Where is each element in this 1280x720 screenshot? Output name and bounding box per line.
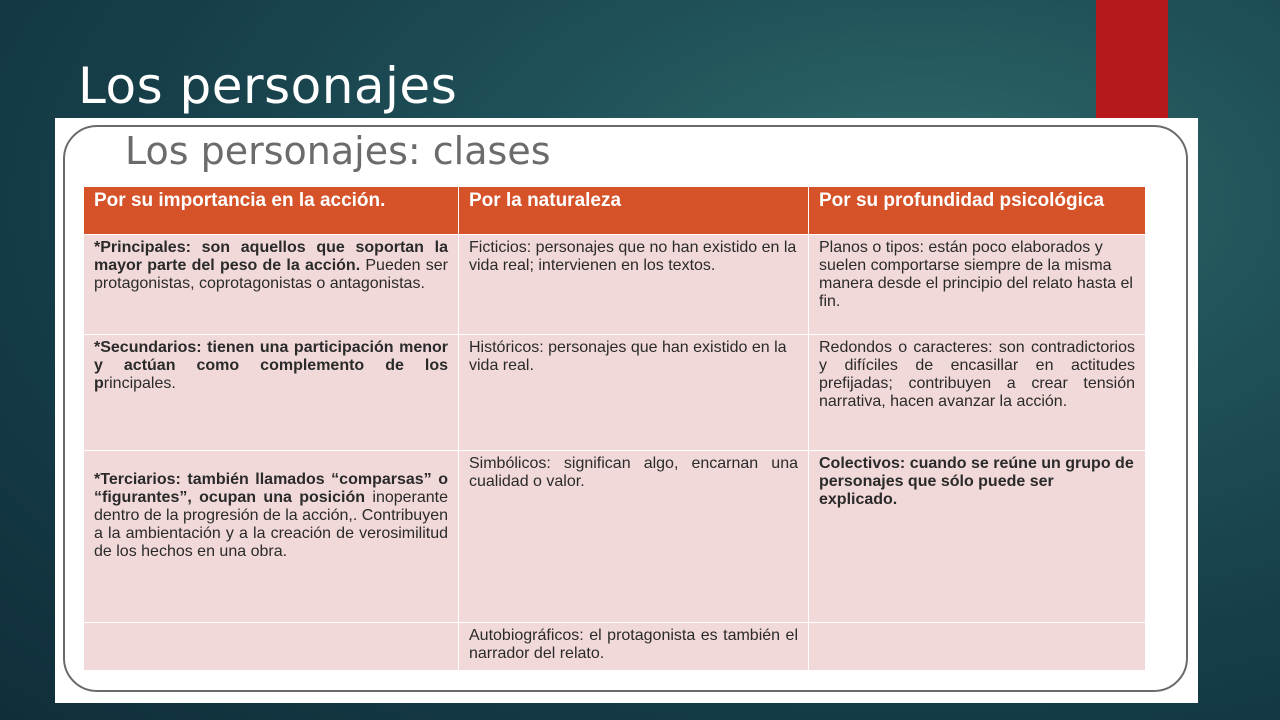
panel-heading: Los personajes: clases <box>125 129 551 173</box>
cell-empty <box>84 623 459 671</box>
red-accent-bar <box>1096 0 1168 119</box>
cell-principales <box>84 235 459 335</box>
table-row <box>84 235 1146 335</box>
cell-historicos: Históricos: personajes que han existido en la vida real. <box>459 335 809 451</box>
terciarios-term: *Terciarios: también llamados “comparsas” o “figurantes”, ocupan una posición <box>94 471 448 506</box>
principales-text: Pueden ser protagonistas, coprotagonistas o antagonistas. <box>94 257 448 292</box>
cell-ficticios: Ficticios: personajes que no han existido en la vida real; intervienen en los textos. <box>459 235 809 335</box>
cell-redondos: Redondos o caracteres: son contradictorios y difíciles de encasillar en actitudes prefijadas; contribuyen a crear tensión narrativa, hacen avanzar la acción. <box>809 335 1146 451</box>
cell-secundarios <box>84 335 459 451</box>
header-nature: Por la naturaleza <box>459 187 809 235</box>
cell-terciarios <box>84 451 459 623</box>
secundarios-text: rincipales. <box>103 375 176 392</box>
cell-autobiograficos: Autobiográficos: el protagonista es también el narrador del relato. <box>459 623 809 671</box>
terciarios-text: inoperante dentro de la progresión de la acción,. Contribuyen a la ambientación y a la creación de verosimilitud de los hechos en una obra. <box>94 489 448 560</box>
cell-colectivos <box>809 451 1146 623</box>
cell-planos: Planos o tipos: están poco elaborados y suelen comportarse siempre de la misma manera desde el principio del relato hasta el fin. <box>809 235 1146 335</box>
cell-empty <box>809 623 1146 671</box>
table-row <box>84 335 1146 451</box>
cell-simbolicos: Simbólicos: significan algo, encarnan una cualidad o valor. <box>459 451 809 623</box>
table-row <box>84 623 1146 671</box>
header-importance: Por su importancia en la acción. <box>84 187 459 235</box>
colectivos-text: Colectivos: cuando se reúne un grupo de personajes que sólo puede ser explicado. <box>819 455 1134 508</box>
classes-image-panel <box>55 118 1198 703</box>
slide-title: Los personajes <box>78 57 458 115</box>
character-classes-table <box>83 186 1146 671</box>
secundarios-term: *Secundarios: tienen una participación menor y actúan como complemento de los p <box>94 339 448 392</box>
header-depth: Por su profundidad psicológica <box>809 187 1146 235</box>
table-header-row <box>84 187 1146 235</box>
principales-term: *Principales: son aquellos que soportan la mayor parte del peso de la acción. <box>94 239 448 274</box>
table-row <box>84 451 1146 623</box>
